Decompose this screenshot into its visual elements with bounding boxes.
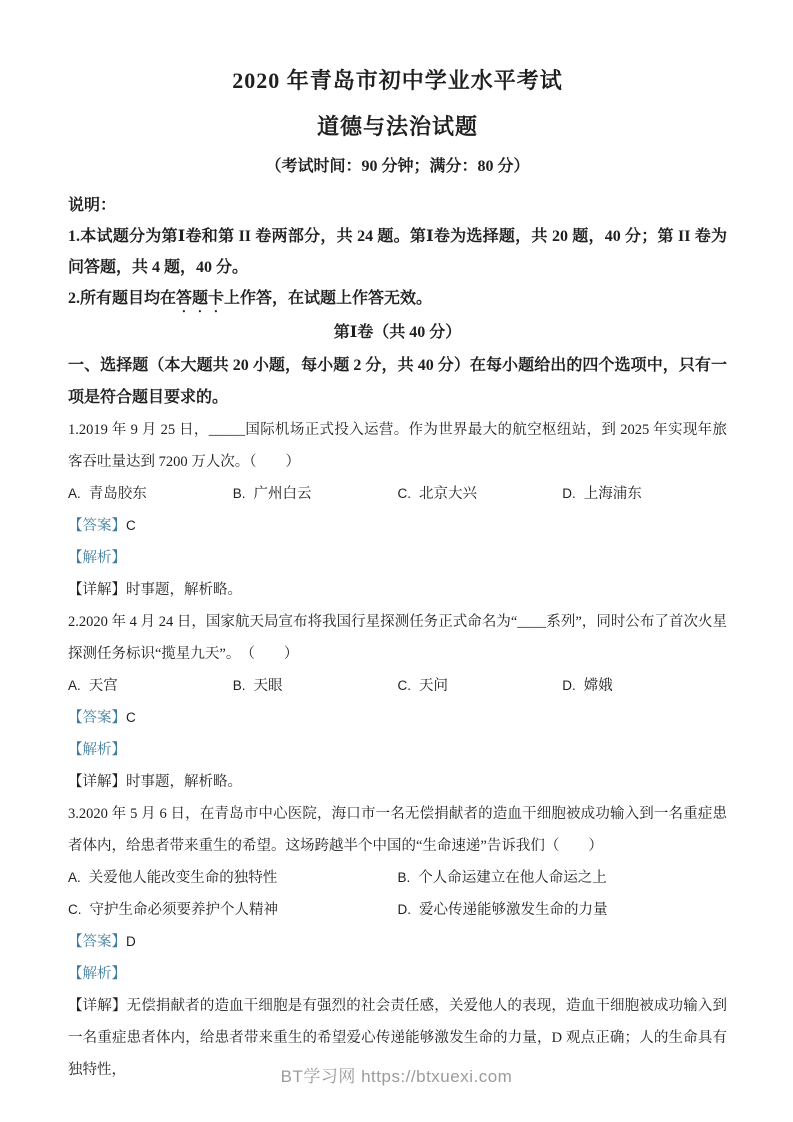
question-1	[68, 414, 727, 606]
option-c-text: 守护生命必须要养护个人精神	[89, 902, 278, 918]
answer-value: C	[126, 518, 136, 533]
note-2	[68, 283, 727, 316]
option-b-text: 天眼	[253, 678, 283, 694]
analysis-label: 【解析】	[68, 742, 126, 758]
option-d-label: D.	[397, 902, 411, 917]
question-1-text: 1.2019 年 9 月 25 日，_____国际机场正式投入运营。作为世界最大的航空枢纽站，到 2025 年实现年旅客吞吐量达到 7200 万人次。（ ）	[68, 422, 727, 470]
question-2-options	[68, 670, 727, 702]
question-3	[68, 798, 727, 1086]
option-b-text: 广州白云	[253, 486, 312, 502]
question-2	[68, 606, 727, 798]
question-1-analysis-line	[68, 542, 727, 574]
note-2-prefix: 2.所有题目均在	[68, 290, 177, 307]
question-1-options	[68, 478, 727, 510]
question-3-option-a	[68, 862, 398, 894]
question-2-option-c	[398, 670, 563, 702]
option-b-label: B.	[397, 870, 411, 885]
option-a-text: 天宫	[88, 678, 118, 694]
option-a-label: A.	[68, 486, 81, 501]
question-2-text: 2.2020 年 4 月 24 日，国家航天局宣布将我国行星探测任务正式命名为“____系列”，同时公布了首次火星探测任务标识“揽星九天”。 （ ）	[68, 614, 727, 662]
question-3-option-b	[398, 862, 728, 894]
option-d-text: 嫦娥	[583, 678, 613, 694]
section1-intro: 一、选择题（本大题共 20 小题，每小题 2 分，共 40 分）在每小题给出的四个选项中，只有一项是符合题目要求的。	[68, 357, 727, 406]
option-c-label: C.	[68, 902, 82, 917]
option-d-label: D.	[562, 486, 576, 501]
option-b-label: B.	[232, 678, 246, 693]
question-1-option-d	[562, 478, 727, 510]
question-3-option-d	[398, 894, 728, 926]
question-1-option-a	[68, 478, 233, 510]
option-c-label: C.	[397, 486, 411, 501]
question-1-detail-line	[68, 574, 727, 606]
note-2-suffix: 上作答，在试题上作答无效。	[224, 290, 433, 307]
question-3-text: 3.2020 年 5 月 6 日，在青岛市中心医院，海口市一名无偿捐献者的造血干细胞被成功输入到一名重症患者体内，给患者带来重生的希望。这场跨越半个中国的“生命速递”告诉我们（ ）	[68, 806, 727, 854]
detail-text: 时事题，解析略。	[126, 582, 242, 598]
option-d-text: 上海浦东	[583, 486, 642, 502]
question-2-option-a	[68, 670, 233, 702]
question-2-option-d	[562, 670, 727, 702]
analysis-label: 【解析】	[68, 966, 126, 982]
answer-label: 【答案】	[68, 934, 126, 950]
exam-notes	[68, 190, 727, 316]
question-1-option-b	[233, 478, 398, 510]
exam-title: 2020 年青岛市初中学业水平考试	[232, 68, 563, 93]
question-3-options	[68, 862, 727, 926]
question-2-detail-line	[68, 766, 727, 798]
question-1-option-c	[398, 478, 563, 510]
option-b-text: 个人命运建立在他人命运之上	[418, 870, 607, 886]
answer-label: 【答案】	[68, 518, 126, 534]
question-3-analysis-line	[68, 958, 727, 990]
option-b-label: B.	[232, 486, 246, 501]
part1-title: 第Ⅰ卷（共 40 分）	[333, 324, 462, 341]
option-a-text: 关爱他人能改变生命的独特性	[88, 870, 278, 886]
detail-label: 【详解】	[68, 582, 126, 598]
answer-value: C	[126, 710, 136, 725]
watermark-footer: BT学习网 https://btxuexi.com	[280, 1067, 513, 1086]
exam-info: （考试时间：90 分钟；满分：80 分）	[265, 158, 530, 175]
option-d-label: D.	[562, 678, 576, 693]
answer-label: 【答案】	[68, 710, 126, 726]
detail-label: 【详解】	[68, 998, 127, 1014]
question-3-option-c	[68, 894, 398, 926]
detail-label: 【详解】	[68, 774, 126, 790]
option-d-text: 爱心传递能够激发生命的力量	[419, 902, 608, 918]
detail-text: 无偿捐献者的造血干细胞是有强烈的社会责任感，关爱他人的表现，造血干细胞被成功输入到一名重症患者体内，给患者带来重生的希望爱心传递能够激发生命的力量，D 观点正确；人的生命具有独特性，	[68, 998, 727, 1078]
detail-text: 时事题，解析略。	[126, 774, 242, 790]
notes-heading: 说明：	[68, 197, 117, 214]
option-c-label: C.	[397, 678, 411, 693]
question-1-answer-line	[68, 510, 727, 542]
analysis-label: 【解析】	[68, 550, 126, 566]
question-2-answer-line	[68, 702, 727, 734]
option-c-text: 天问	[419, 678, 448, 694]
answer-value: D	[126, 934, 136, 949]
option-a-label: A.	[68, 870, 81, 885]
exam-subject: 道德与法治试题	[316, 114, 478, 139]
option-c-text: 北京大兴	[419, 486, 477, 502]
option-a-label: A.	[68, 678, 81, 693]
question-3-answer-line	[68, 926, 727, 958]
question-2-option-b	[233, 670, 398, 702]
option-a-text: 青岛胶东	[88, 486, 147, 502]
question-2-analysis-line	[68, 734, 727, 766]
note-1: 1.本试题分为第Ⅰ卷和第 II 卷两部分，共 24 题。第Ⅰ卷为选择题，共 20 题，40 分；第 II 卷为问答题，共 4 题，40 分。	[68, 228, 727, 276]
note-2-emphasized-text: 答题卡	[176, 290, 225, 307]
